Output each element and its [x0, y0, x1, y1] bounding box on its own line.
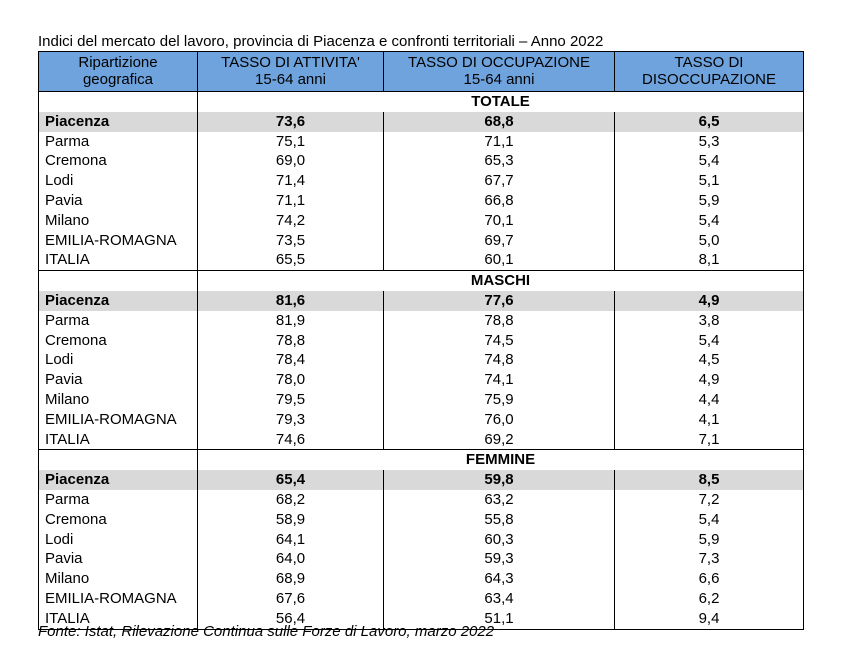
tasso-occupazione-value: 68,8 [384, 112, 615, 132]
labour-market-table [38, 51, 804, 630]
table-row [39, 549, 803, 569]
area-name: Pavia [39, 191, 198, 211]
table-row [39, 510, 803, 530]
header-tasso-disoccupazione-line2: DISOCCUPAZIONE [642, 71, 776, 88]
tasso-disoccupazione-value: 5,9 [698, 191, 720, 209]
tasso-disoccupazione-value: 5,9 [698, 530, 720, 548]
tasso-attivita-value: 78,4 [198, 350, 384, 370]
tasso-attivita-value: 65,4 [198, 470, 384, 490]
header-tasso-disoccupazione [615, 52, 803, 91]
tasso-attivita-value: 64,0 [198, 549, 384, 569]
table-row [39, 211, 803, 231]
header-ripartizione-line1: Ripartizione [78, 54, 158, 71]
area-name: Cremona [39, 151, 198, 171]
tasso-occupazione-value: 59,8 [384, 470, 615, 490]
tasso-attivita-value: 78,0 [198, 370, 384, 390]
tasso-occupazione-value: 59,3 [384, 549, 615, 569]
tasso-occupazione-value: 64,3 [384, 569, 615, 589]
tasso-occupazione-value: 67,7 [384, 171, 615, 191]
table-row [39, 390, 803, 410]
header-tasso-attivita-line2: 15-64 anni [255, 71, 326, 88]
table-row [39, 470, 803, 490]
table-row [39, 191, 803, 211]
tasso-occupazione-value: 60,1 [384, 250, 615, 270]
table-row [39, 311, 803, 331]
section-header-blank [39, 450, 198, 470]
table-section-femmine [39, 449, 803, 628]
tasso-occupazione-value: 63,4 [384, 589, 615, 609]
tasso-attivita-value: 74,2 [198, 211, 384, 231]
table-row [39, 291, 803, 311]
tasso-attivita-value: 65,5 [198, 250, 384, 270]
area-name: Milano [39, 211, 198, 231]
tasso-disoccupazione-value: 5,1 [698, 172, 720, 190]
header-tasso-disoccupazione-line1: TASSO DI [674, 54, 744, 71]
tasso-disoccupazione-value: 7,2 [698, 490, 720, 508]
area-name: EMILIA-ROMAGNA [39, 410, 198, 430]
area-name: Lodi [39, 171, 198, 191]
tasso-disoccupazione-value: 5,4 [698, 211, 720, 229]
table-row [39, 530, 803, 550]
source-note: Fonte: Istat, Rilevazione Continua sulle Forze di Lavoro, marzo 2022 [38, 623, 495, 640]
tasso-disoccupazione-value: 9,4 [698, 609, 720, 627]
table-row [39, 490, 803, 510]
tasso-attivita-value: 79,3 [198, 410, 384, 430]
tasso-disoccupazione-value: 5,4 [698, 331, 720, 349]
tasso-occupazione-value: 65,3 [384, 151, 615, 171]
tasso-attivita-value: 58,9 [198, 510, 384, 530]
table-row [39, 231, 803, 251]
table-row [39, 589, 803, 609]
area-name: Parma [39, 311, 198, 331]
tasso-attivita-value: 71,1 [198, 191, 384, 211]
area-name: Lodi [39, 350, 198, 370]
table-row [39, 430, 803, 450]
tasso-attivita-value: 69,0 [198, 151, 384, 171]
area-name: Pavia [39, 370, 198, 390]
tasso-attivita-value: 73,5 [198, 231, 384, 251]
tasso-attivita-value: 81,6 [198, 291, 384, 311]
tasso-attivita-value: 64,1 [198, 530, 384, 550]
area-name: ITALIA [39, 430, 198, 450]
tasso-occupazione-value: 71,1 [384, 132, 615, 152]
table-row [39, 370, 803, 390]
tasso-disoccupazione-value: 7,3 [698, 550, 720, 568]
section-header-row [39, 271, 803, 291]
section-header-blank [39, 92, 198, 112]
tasso-attivita-value: 75,1 [198, 132, 384, 152]
table-title: Indici del mercato del lavoro, provincia di Piacenza e confronti territoriali – Anno 2022 [38, 33, 604, 50]
area-name: Milano [39, 569, 198, 589]
tasso-occupazione-value: 69,2 [384, 430, 615, 450]
tasso-disoccupazione-value: 6,6 [698, 570, 720, 588]
tasso-disoccupazione-value: 8,1 [698, 251, 720, 269]
tasso-attivita-value: 67,6 [198, 589, 384, 609]
table-section-totale [39, 92, 803, 270]
table-body [39, 92, 803, 629]
header-ripartizione [39, 52, 198, 91]
tasso-occupazione-value: 66,8 [384, 191, 615, 211]
tasso-attivita-value: 68,2 [198, 490, 384, 510]
section-label: FEMMINE [465, 451, 536, 469]
area-name: Piacenza [39, 291, 198, 311]
tasso-occupazione-value: 51,1 [384, 609, 615, 629]
tasso-disoccupazione-value: 5,3 [698, 132, 720, 150]
tasso-disoccupazione-value: 4,1 [698, 410, 720, 428]
tasso-attivita-value: 71,4 [198, 171, 384, 191]
tasso-occupazione-value: 74,8 [384, 350, 615, 370]
tasso-disoccupazione-value: 5,4 [698, 152, 720, 170]
table-section-maschi [39, 270, 803, 449]
tasso-occupazione-value: 60,3 [384, 530, 615, 550]
tasso-occupazione-value: 63,2 [384, 490, 615, 510]
tasso-occupazione-value: 74,1 [384, 370, 615, 390]
area-name: Milano [39, 390, 198, 410]
tasso-disoccupazione-value: 5,0 [698, 231, 720, 249]
tasso-disoccupazione-value: 3,8 [698, 311, 720, 329]
tasso-occupazione-value: 69,7 [384, 231, 615, 251]
tasso-occupazione-value: 77,6 [384, 291, 615, 311]
table-row [39, 112, 803, 132]
tasso-disoccupazione-value: 5,4 [698, 510, 720, 528]
tasso-attivita-value: 56,4 [198, 609, 384, 629]
tasso-occupazione-value: 78,8 [384, 311, 615, 331]
tasso-disoccupazione-value: 8,5 [615, 470, 803, 490]
table-row [39, 171, 803, 191]
area-name: Pavia [39, 549, 198, 569]
tasso-attivita-value: 78,8 [198, 331, 384, 351]
table-header-row [39, 52, 803, 92]
section-header-row [39, 450, 803, 470]
tasso-occupazione-value: 75,9 [384, 390, 615, 410]
header-tasso-occupazione-line2: 15-64 anni [463, 71, 535, 88]
area-name: EMILIA-ROMAGNA [39, 589, 198, 609]
tasso-attivita-value: 81,9 [198, 311, 384, 331]
tasso-occupazione-value: 76,0 [384, 410, 615, 430]
table-row [39, 132, 803, 152]
tasso-occupazione-value: 55,8 [384, 510, 615, 530]
tasso-disoccupazione-value: 4,4 [698, 390, 720, 408]
table-row [39, 569, 803, 589]
tasso-disoccupazione-value: 4,5 [698, 351, 720, 369]
tasso-disoccupazione-value: 6,5 [615, 112, 803, 132]
table-row [39, 410, 803, 430]
header-tasso-attivita-line1: TASSO DI ATTIVITA' [221, 54, 360, 71]
table-row [39, 151, 803, 171]
table-row [39, 250, 803, 270]
table-row [39, 350, 803, 370]
tasso-attivita-value: 73,6 [198, 112, 384, 132]
tasso-occupazione-value: 70,1 [384, 211, 615, 231]
tasso-disoccupazione-value: 7,1 [698, 430, 720, 448]
header-tasso-occupazione-line1: TASSO DI OCCUPAZIONE [408, 54, 590, 71]
area-name: Cremona [39, 510, 198, 530]
section-header-row [39, 92, 803, 112]
section-label: MASCHI [470, 272, 531, 290]
tasso-disoccupazione-value: 6,2 [698, 589, 720, 607]
area-name: Parma [39, 490, 198, 510]
tasso-disoccupazione-value: 4,9 [615, 291, 803, 311]
header-tasso-occupazione [384, 52, 615, 91]
section-label: TOTALE [471, 93, 530, 110]
tasso-disoccupazione-value: 4,9 [698, 371, 720, 389]
tasso-occupazione-value: 74,5 [384, 331, 615, 351]
area-name: ITALIA [39, 250, 198, 270]
tasso-attivita-value: 74,6 [198, 430, 384, 450]
area-name: ITALIA [39, 609, 198, 629]
area-name: Piacenza [39, 470, 198, 490]
header-tasso-attivita [198, 52, 384, 91]
area-name: Parma [39, 132, 198, 152]
tasso-attivita-value: 79,5 [198, 390, 384, 410]
section-header-blank [39, 271, 198, 291]
area-name: Lodi [39, 530, 198, 550]
area-name: Cremona [39, 331, 198, 351]
header-ripartizione-line2: geografica [82, 71, 154, 88]
area-name: EMILIA-ROMAGNA [39, 231, 198, 251]
tasso-attivita-value: 68,9 [198, 569, 384, 589]
area-name: Piacenza [39, 112, 198, 132]
table-row [39, 331, 803, 351]
